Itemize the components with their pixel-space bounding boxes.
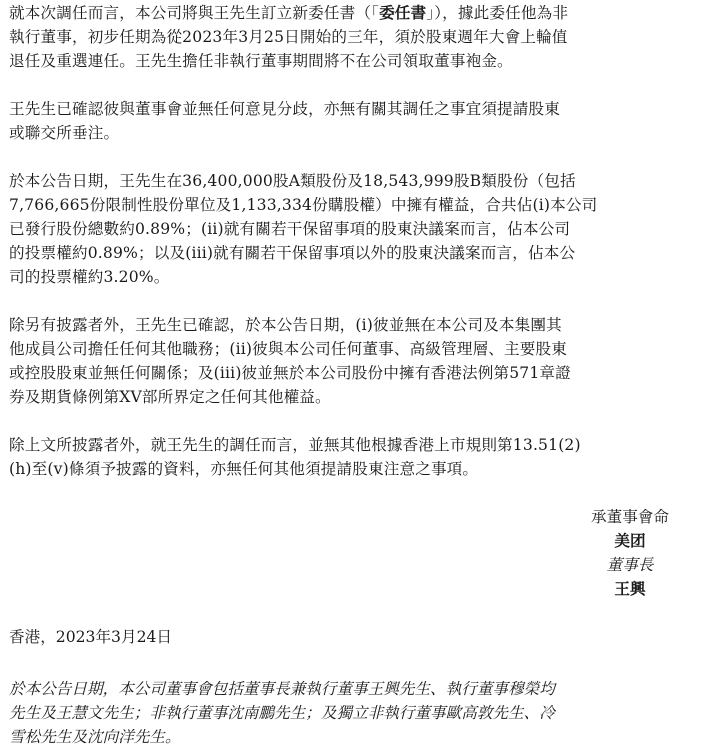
paragraph-line: 司的投票權約3.20%。: [9, 268, 170, 286]
dateline: 香港，2023年3月24日: [9, 628, 173, 646]
paragraph-line: 7,766,665份限制性股份單位及1,133,334份購股權）中擁有權益，合共佔(i)本公司: [9, 196, 598, 214]
paragraph-line: (h)至(v)條須予披露的資料，亦無任何其他須提請股東注意之事項。: [9, 460, 479, 478]
paragraph-appointment-letter: [9, 1, 693, 73]
paragraph-line: 執行董事，初步任期為從2023年3月25日開始的三年，須於股東週年大會上輪值: [9, 28, 568, 46]
defined-term-appointment-letter: 委任書: [379, 4, 427, 22]
signature-by-order: 承董事會命: [591, 508, 669, 526]
paragraph-line: 的投票權約0.89%；以及(iii)就有關若干保留事項以外的股東決議案而言，佔本公: [9, 244, 576, 262]
paragraph-line: 除上文所披露者外，就王先生的調任而言，並無其他根據香港上市規則第13.51(2): [9, 436, 581, 454]
paragraph-line: 於本公告日期，王先生在36,400,000股A類股份及18,543,999股B類股份（包括: [9, 172, 576, 190]
signature-company: 美团: [614, 532, 646, 550]
paragraph-line: 或控股股東並無任何關係；及(iii)彼並無於本公司股份中擁有香港法例第571章證: [9, 364, 571, 382]
signature-title: 董事長: [606, 556, 654, 574]
paragraph-line: 券及期貨條例第XV部所界定之任何其他權益。: [9, 388, 331, 406]
paragraph-line: 他成員公司擔任任何其他職務；(ii)彼與本公司任何董事、高級管理層、主要股東: [9, 340, 568, 358]
footer-line: 於本公告日期，本公司董事會包括董事長兼執行董事王興先生、執行董事穆榮均: [9, 680, 555, 698]
footer-line: 先生及王慧文先生；非執行董事沈南鵬先生；及獨立非執行董事歐高敦先生、冷: [9, 704, 555, 722]
paragraph-listing-rules: [9, 433, 693, 481]
footer-line: 雪松先生及沈向洋先生。: [9, 728, 181, 746]
board-composition-note: [9, 677, 693, 749]
paragraph-shareholding: [9, 169, 693, 289]
paragraph-line: 王先生已確認彼與董事會並無任何意見分歧，亦無有關其調任之事宜須提請股東: [9, 100, 561, 118]
signature-name: 王興: [614, 580, 646, 598]
paragraph-other-disclosures: [9, 313, 693, 409]
paragraph-line: 就本次調任而言，本公司將與王先生訂立新委任書（「委任書」），據此委任他為非: [9, 4, 569, 22]
paragraph-line: 已發行股份總數約0.89%；(ii)就有關若干保留事項的股東決議案而言，佔本公司: [9, 220, 571, 238]
paragraph-line: 或聯交所垂注。: [9, 124, 120, 142]
paragraph-no-disagreement: [9, 97, 693, 145]
paragraph-line: 退任及重選連任。王先生擔任非執行董事期間將不在公司領取董事袍金。: [9, 52, 513, 70]
paragraph-line: 除另有披露者外，王先生已確認，於本公告日期，(i)彼並無在本公司及本集團其: [9, 316, 562, 334]
signature-block: [560, 505, 700, 601]
